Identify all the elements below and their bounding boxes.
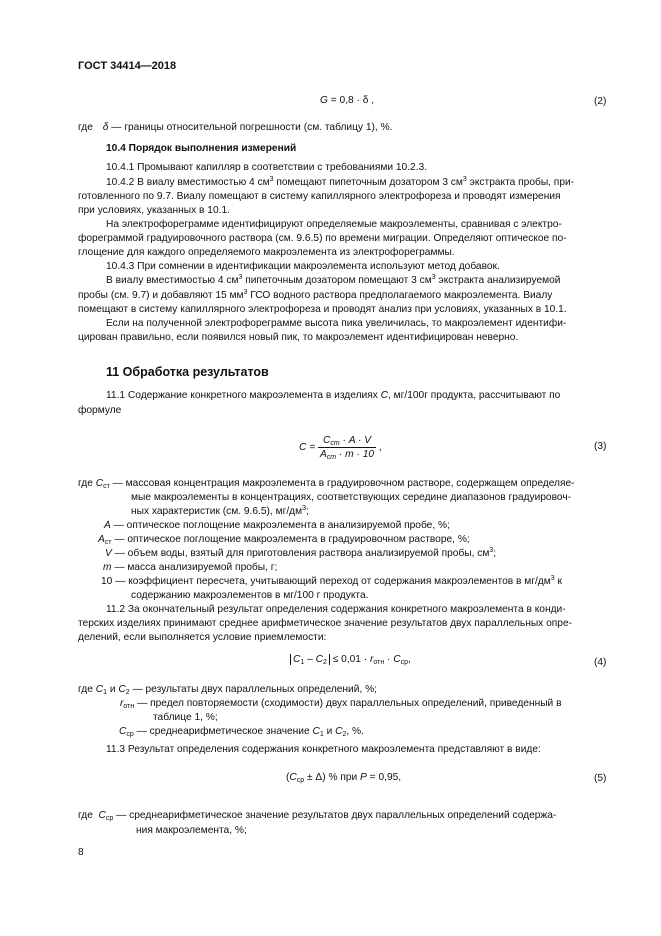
para-10-4-2-line1: 10.4.2 В виалу вместимостью 4 $см^3$ помещают пипеточным дозатором 3 $см^3$ экстракта пробы, при-: [106, 176, 575, 188]
para-10-4-2-line3: при условиях, указанных в 10.1.: [78, 205, 230, 216]
para-additions-line3: помещают в систему капиллярного электрофореза и проводят анализ при условиях, указанных в 10.1.: [78, 304, 567, 315]
where-3-ast: Aст — оптическое поглощение макроэлемента в градуировочном растворе, %;: [98, 534, 470, 546]
document-header: ГОСТ 34414—2018: [78, 60, 177, 72]
formula-3-number: (3): [594, 441, 607, 452]
para-10-4-1: 10.4.1 Промывают капилляр в соответствии с требованиями 10.2.3.: [106, 162, 428, 173]
para-identify-line2: фореграммой градуировочного раствора (см. 9.6.5) по времени миграции. Определяют оптическое по-: [78, 233, 567, 244]
formula-4: C1 – C2 ≤ 0,01 · rотн · Cср,: [290, 654, 411, 665]
formula-5-number: (5): [594, 773, 607, 784]
where-3-cst-line3: ных характеристик (см. 9.6.5), $мг/дм^3$;: [131, 505, 309, 517]
para-11-1-line2: формуле: [78, 405, 122, 416]
where-4-cs: Cср — среднеарифметическое значение C1 и C2, %.: [119, 726, 364, 738]
formula-5: (Cср ± Δ) % при P = 0,95,: [286, 772, 402, 784]
para-10-4-2-line2: готовленного по 9.7. Виалу помещают в систему капиллярного электрофореза и проводят измерения: [78, 191, 561, 202]
formula-2-number: (2): [594, 96, 607, 107]
where-4-r: rотн — предел повторяемости (сходимости) двух параллельных определений, приведенный в: [120, 698, 562, 710]
para-identify-line3: глощение для каждого определяемого макроэлемента из электрофореграммы.: [78, 247, 455, 258]
formula-2-lhs: G: [320, 95, 328, 106]
para-11-1-line1: 11.1 Содержание конкретного макроэлемента в изделиях С, мг/100г продукта, рассчитывают по: [106, 390, 561, 401]
para-additions-line2: пробы (см. 9.7) и добавляют 15 $мм^3$ ГСО водного раствора предполагаемого макроэлемента. Виалу: [78, 289, 553, 301]
para-10-4-3: 10.4.3 При сомнении в идентификации макроэлемента используют метод добавок.: [106, 261, 500, 272]
where-4-r-line2: таблице 1, %;: [153, 712, 218, 723]
para-additions-line1: В виалу вместимостью 4 $см^3$ пипеточным дозатором помещают 3 $см^3$ экстракта анализируемой: [106, 274, 561, 286]
delta-description: — границы относительной погрешности (см. таблицу 1), %.: [111, 122, 393, 133]
formula-3-lhs: C =: [299, 442, 316, 453]
where-3-cst-line2: мые макроэлементы в концентрациях, соответствующих середине диапазонов градуировоч-: [131, 492, 572, 503]
delta-symbol: δ: [102, 122, 109, 133]
where-3-v: V — объем воды, взятый для приготовления раствора анализируемой пробы, $см^3$;: [105, 547, 497, 559]
where-lead: где: [78, 122, 93, 133]
para-11-3: 11.3 Результат определения содержания конкретного макроэлемента представляют в виде:: [106, 744, 541, 755]
para-peak-line2: цирован правильно, если появился новый пик, то макроэлемент идентифицирован неверно.: [78, 332, 519, 343]
formula-3: C = $\frac{\text{Cст · A · V}}{\text{Aст · m · 10}}$ ,: [299, 435, 382, 461]
where-delta: [78, 122, 392, 133]
para-11-2-line2: терских изделиях принимают среднее арифметическое значение результатов двух параллельных опре-: [78, 618, 573, 629]
page-number: 8: [78, 847, 84, 858]
where-5-line2: ния макроэлемента, %;: [136, 825, 247, 836]
section-11-title: 11 Обработка результатов: [106, 365, 269, 379]
para-11-2-line3: делений, если выполняется условие приемлемости:: [78, 632, 327, 643]
section-10-4-title: 10.4 Порядок выполнения измерений: [106, 143, 297, 154]
where-3-a: A — оптическое поглощение макроэлемента в анализируемой пробе, %;: [104, 520, 450, 531]
where-3-ten-line2: содержанию макроэлементов в мг/100 г продукта.: [131, 590, 369, 601]
where-3-ten: 10 — коэффициент пересчета, учитывающий переход от содержания макроэлементов в $мг/дм^3$ к: [101, 575, 562, 587]
where-4-c: где C1 и C2 — результаты двух параллельных определений, %;: [78, 684, 377, 696]
para-identify-line1: На электрофореграмме идентифицируют определяемые макроэлементы, сравнивая с электро-: [106, 219, 562, 230]
where-3-m: m — масса анализируемой пробы, г;: [103, 562, 278, 573]
formula-3-fraction: $\frac{\text{Cст · A · V}}{\text{Aст · m · 10}}$: [319, 435, 375, 461]
para-peak-line1: Если на полученной электрофореграмме высота пика увеличилась, то макроэлемент идентифи-: [106, 318, 567, 329]
para-11-2-line1: 11.2 За окончательный результат определения содержания конкретного макроэлемента в конди-: [106, 604, 566, 615]
where-3-cst: где Cст — массовая концентрация макроэлемента в градуировочном растворе, содержащем определяе-: [78, 478, 575, 490]
formula-4-number: (4): [594, 657, 607, 668]
where-5: где Cср — среднеарифметическое значение результатов двух параллельных определений содержа-: [78, 810, 557, 822]
abs-value: C1 – C2: [290, 654, 330, 665]
formula-2-rhs: = 0,8 · δ ,: [330, 95, 375, 106]
formula-2: [320, 95, 374, 106]
